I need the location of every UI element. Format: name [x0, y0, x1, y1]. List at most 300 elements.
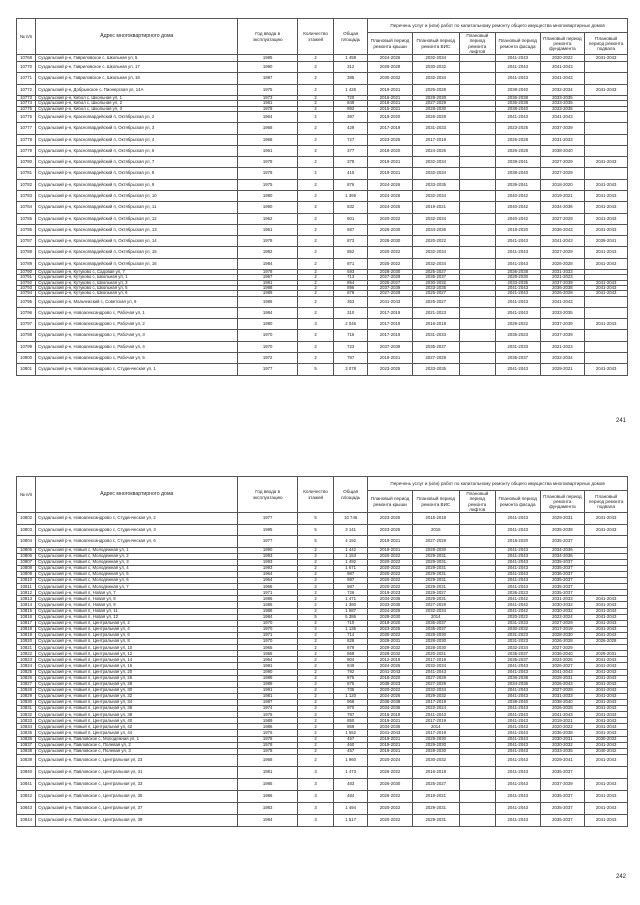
- cell-foundation: 2036-2038: [540, 285, 585, 290]
- cell-floors: 3: [297, 790, 333, 802]
- cell-roof: 2023-2025: [368, 134, 413, 145]
- cell-basement: 2041-2043: [585, 596, 628, 602]
- cell-floors: 2: [297, 645, 333, 651]
- cell-floors: 2: [297, 681, 333, 687]
- cell-roof: 2019-2021: [368, 84, 413, 95]
- cell-floors: 2: [297, 687, 333, 693]
- cell-area: 1 426: [334, 84, 368, 95]
- cell-floors: 2: [297, 145, 333, 156]
- cell-area: 1 671: [334, 565, 368, 571]
- table-row: [17, 123, 628, 134]
- cell-address: Суздальский р-н, Новоалександрово с, Рабочая ул, 2: [36, 319, 238, 330]
- cell-area: 1 380: [334, 602, 368, 608]
- cell-area: 415: [334, 168, 368, 179]
- header-roof: Плановый период ремонта крыши: [368, 491, 413, 513]
- cell-address: Суздальский р-н, Новый п, Центральная ул, 42: [36, 724, 238, 730]
- cell-address: Суздальский р-н, Новоалександрово с, Студенческая ул, 3: [36, 524, 238, 536]
- cell-lift: [459, 766, 495, 778]
- cell-foundation: 2021-2023: [540, 341, 585, 352]
- cell-address: Суздальский р-н, Новый п, Центральная ул, 36: [36, 706, 238, 712]
- cell-area: 587: [334, 224, 368, 235]
- cell-basement: 2030-2033: [585, 736, 628, 742]
- cell-num: 10774: [17, 101, 36, 106]
- cell-facade: 2030-2032: [495, 626, 540, 632]
- cell-basement: 2041-2043: [585, 632, 628, 638]
- cell-year: 1961: [238, 145, 298, 156]
- cell-floors: 2: [297, 285, 333, 290]
- header-roof: Плановый период ремонта крыши: [368, 33, 413, 55]
- cell-basement: 2041-2043: [585, 712, 628, 718]
- cell-num: 10834: [17, 724, 36, 730]
- cell-roof: 2017-2019: [368, 319, 413, 330]
- cell-floors: 2: [297, 632, 333, 638]
- table-row: [17, 307, 628, 318]
- cell-year: 1986: [238, 596, 298, 602]
- cell-num: 10801: [17, 364, 36, 375]
- cell-foundation: 2038-2040: [540, 145, 585, 156]
- cell-basement: [585, 296, 628, 307]
- cell-vis: 2028-2030: [412, 645, 459, 651]
- cell-roof: 2025-2027: [368, 280, 413, 285]
- cell-year: 1989: [238, 718, 298, 724]
- header-vis: Плановый период ремонта ВИС: [412, 33, 459, 55]
- cell-year: 1968: [238, 754, 298, 766]
- header-foundation: Плановый период ремонта фундамента: [540, 33, 585, 55]
- cell-year: 1970: [238, 626, 298, 632]
- cell-num: 10793: [17, 285, 36, 290]
- cell-floors: 2: [297, 106, 333, 111]
- cell-year: 1983: [238, 802, 298, 814]
- cell-address: Суздальский р-н, Новый п, Центральная ул, 44: [36, 730, 238, 736]
- cell-roof: 2024-2026: [368, 693, 413, 699]
- cell-address: Суздальский р-н, Красногвардейский п, Октябрьская ул, 12: [36, 213, 238, 224]
- cell-foundation: 2027-2029: [540, 645, 585, 651]
- cell-floors: 3: [297, 319, 333, 330]
- cell-area: 460: [334, 742, 368, 748]
- cell-floors: 2: [297, 270, 333, 275]
- cell-vis: 2017-2019: [412, 718, 459, 724]
- cell-facade: 2041-2043: [495, 307, 540, 318]
- cell-floors: 3: [297, 778, 333, 790]
- cell-facade: 2031-2023: [495, 632, 540, 638]
- cell-facade: 2036-2038: [495, 270, 540, 275]
- cell-area: 852: [334, 247, 368, 258]
- cell-facade: 2018-2020: [495, 224, 540, 235]
- cell-roof: 2016-2019: [368, 712, 413, 718]
- cell-num: 10818: [17, 626, 36, 632]
- cell-roof: 2028-2030: [368, 236, 413, 247]
- cell-lift: [459, 319, 495, 330]
- cell-floors: 5: [297, 614, 333, 620]
- cell-foundation: 2027-2029: [540, 247, 585, 258]
- cell-foundation: 2041-2043: [540, 296, 585, 307]
- table-page-241: [16, 18, 628, 376]
- cell-year: 1984: [238, 307, 298, 318]
- cell-basement: 2041-2043: [585, 620, 628, 626]
- cell-roof: 2020-2022: [368, 584, 413, 590]
- cell-address: Суздальский р-н, Новый п, Центральная ул, 20: [36, 669, 238, 675]
- cell-floors: 2: [297, 213, 333, 224]
- cell-foundation: 2037-2039: [540, 778, 585, 790]
- cell-lift: [459, 145, 495, 156]
- cell-num: 10823: [17, 657, 36, 663]
- cell-num: 10802: [17, 513, 36, 525]
- cell-area: 457: [334, 748, 368, 754]
- cell-basement: 2041-2043: [585, 84, 628, 95]
- cell-lift: [459, 62, 495, 73]
- cell-area: 710: [334, 620, 368, 626]
- cell-area: 726: [334, 590, 368, 596]
- cell-roof: 2027-2029: [368, 275, 413, 280]
- cell-lift: [459, 157, 495, 168]
- cell-vis: 2041-2043: [412, 669, 459, 675]
- cell-roof: 2029-2031: [368, 639, 413, 645]
- cell-facade: 2018-2020: [495, 536, 540, 548]
- cell-floors: 2: [297, 62, 333, 73]
- cell-year: 1984: [238, 614, 298, 620]
- cell-basement: [585, 536, 628, 548]
- cell-vis: 2031-2033: [412, 330, 459, 341]
- cell-floors: 5: [297, 364, 333, 375]
- cell-floors: 2: [297, 291, 333, 296]
- cell-area: 868: [334, 651, 368, 657]
- cell-area: 377: [334, 145, 368, 156]
- cell-floors: 2: [297, 578, 333, 584]
- header-works-group: Перечень услуг и (или) работ по капитальному ремонту общего имущества многоквартирных домов: [368, 19, 628, 33]
- cell-vis: 2028-2030: [412, 639, 459, 645]
- cell-basement: 2041-2043: [585, 602, 628, 608]
- cell-num: 10822: [17, 651, 36, 657]
- cell-facade: 2028-2030: [495, 275, 540, 280]
- cell-year: 1990: [238, 62, 298, 73]
- cell-year: 1971: [238, 590, 298, 596]
- cell-address: Суздальский р-н, Кутуково с, Садовая ул, 7: [36, 270, 238, 275]
- cell-vis: 2028-2030: [412, 632, 459, 638]
- cell-area: 483: [334, 778, 368, 790]
- cell-address: Суздальский р-н, Новоалександрово с, Студенческая ул, 6: [36, 536, 238, 548]
- cell-address: Суздальский р-н, Гавриловское с, Школьная ул, 18: [36, 73, 238, 84]
- cell-lift: [459, 111, 495, 122]
- cell-area: 5 386: [334, 614, 368, 620]
- cell-num: 10842: [17, 790, 36, 802]
- cell-facade: 2038-2040: [495, 168, 540, 179]
- table-row: [17, 157, 628, 168]
- cell-foundation: 2041-2043: [540, 236, 585, 247]
- cell-vis: 2016-2018: [412, 319, 459, 330]
- cell-vis: 2035-2037: [412, 626, 459, 632]
- cell-area: 1 492: [334, 559, 368, 565]
- table-row: [17, 213, 628, 224]
- cell-facade: 2041-2042: [495, 602, 540, 608]
- header-num: № п/п: [17, 477, 36, 513]
- cell-vis: 2029-2030: [412, 742, 459, 748]
- cell-lift: [459, 258, 495, 269]
- cell-facade: 2041-2043: [495, 296, 540, 307]
- cell-year: 1977: [238, 536, 298, 548]
- cell-facade: 2020-2022: [495, 614, 540, 620]
- cell-floors: 2: [297, 626, 333, 632]
- cell-num: 10800: [17, 353, 36, 364]
- cell-roof: 2026-2022: [368, 790, 413, 802]
- cell-vis: 2027-2029: [412, 353, 459, 364]
- cell-vis: 2034-2036: [412, 224, 459, 235]
- cell-lift: [459, 536, 495, 548]
- cell-facade: 2036-2038: [495, 96, 540, 101]
- cell-foundation: 2037-2039: [540, 123, 585, 134]
- cell-year: 1990: [238, 547, 298, 553]
- cell-address: Суздальский р-н, Павловское с, Молодежная ул, 1: [36, 736, 238, 742]
- cell-roof: 2027-2029: [368, 291, 413, 296]
- cell-vis: 2032-2034: [412, 608, 459, 614]
- cell-roof: 2020-2022: [368, 572, 413, 578]
- cell-num: 10809: [17, 572, 36, 578]
- cell-address: Суздальский р-н, Новый с, Молодежная ул, 1: [36, 547, 238, 553]
- cell-lift: [459, 814, 495, 826]
- cell-num: 10776: [17, 111, 36, 122]
- cell-basement: 2041-2043: [585, 179, 628, 190]
- cell-basement: 2041-2043: [585, 513, 628, 525]
- cell-area: 1 473: [334, 766, 368, 778]
- cell-year: 1990: [238, 669, 298, 675]
- cell-area: 968: [334, 699, 368, 705]
- cell-floors: 2: [297, 657, 333, 663]
- header-num: № п/п: [17, 19, 36, 55]
- cell-roof: 2024-2026: [368, 202, 413, 213]
- table-page-242: [16, 476, 628, 827]
- cell-basement: 2026-2028: [585, 639, 628, 645]
- cell-year: 1982: [238, 247, 298, 258]
- cell-foundation: 2024-2026: [540, 657, 585, 663]
- cell-roof: 2012-2019: [368, 657, 413, 663]
- cell-num: 10808: [17, 565, 36, 571]
- cell-floors: 2: [297, 134, 333, 145]
- cell-roof: 2015-2021: [368, 106, 413, 111]
- cell-basement: [585, 330, 628, 341]
- cell-vis: 2029-2031: [412, 578, 459, 584]
- cell-lift: [459, 341, 495, 352]
- cell-year: 1967: [238, 275, 298, 280]
- cell-vis: 2028-2030: [412, 748, 459, 754]
- cell-num: 10832: [17, 712, 36, 718]
- cell-facade: 2040-2042: [495, 213, 540, 224]
- cell-num: 10796: [17, 307, 36, 318]
- cell-vis: 2020-2021: [412, 651, 459, 657]
- cell-num: 10770: [17, 62, 36, 73]
- cell-roof: 2018-2020: [368, 675, 413, 681]
- cell-num: 10798: [17, 330, 36, 341]
- cell-floors: 3: [297, 766, 333, 778]
- cell-year: 1987: [238, 73, 298, 84]
- cell-num: 10844: [17, 814, 36, 826]
- cell-vis: 2025-2027: [412, 778, 459, 790]
- cell-area: 1 135: [334, 626, 368, 632]
- header-year: Год ввода в эксплуатацию: [238, 477, 298, 513]
- cell-address: Суздальский р-н, Новый п, Центральная ул, 8: [36, 639, 238, 645]
- cell-address: Суздальский р-н, Новый п, Центральная ул, 40: [36, 718, 238, 724]
- cell-floors: 5: [297, 536, 333, 548]
- table-row: [17, 84, 628, 95]
- table-row: [17, 513, 628, 525]
- cell-num: 10820: [17, 639, 36, 645]
- cell-floors: 2: [297, 663, 333, 669]
- cell-vis: 2027-2029: [412, 536, 459, 548]
- cell-vis: 2017-2019: [412, 730, 459, 736]
- cell-area: 987: [334, 572, 368, 578]
- cell-roof: 2020-2022: [368, 802, 413, 814]
- cell-num: 10841: [17, 778, 36, 790]
- cell-foundation: 2027-2029: [540, 157, 585, 168]
- cell-floors: 2: [297, 111, 333, 122]
- cell-vis: 2029-2031: [412, 584, 459, 590]
- cell-year: 1972: [238, 353, 298, 364]
- cell-year: 1975: [238, 179, 298, 190]
- cell-area: 1 494: [334, 802, 368, 814]
- cell-facade: 2035-2037: [495, 651, 540, 657]
- cell-roof: 2018-2020: [368, 111, 413, 122]
- cell-foundation: 2031-2033: [540, 693, 585, 699]
- cell-area: 875: [334, 681, 368, 687]
- cell-lift: [459, 778, 495, 790]
- cell-roof: 2024-2026: [368, 179, 413, 190]
- cell-vis: 2032-2034: [412, 55, 459, 62]
- cell-floors: 2: [297, 724, 333, 730]
- cell-facade: 2041-2043: [495, 693, 540, 699]
- header-address: Адрес многоквартирного дома: [36, 19, 238, 55]
- cell-address: Суздальский р-н, Новоалександрово с, Студенческая ул, 2: [36, 513, 238, 525]
- cell-vis: 2032-2034: [412, 663, 459, 669]
- cell-year: 1985: [238, 55, 298, 62]
- cell-foundation: 2027-2028: [540, 687, 585, 693]
- cell-area: 832: [334, 202, 368, 213]
- cell-basement: 2041-2043: [585, 291, 628, 296]
- cell-vis: 2017-2019: [412, 657, 459, 663]
- cell-floors: 2: [297, 157, 333, 168]
- cell-lift: [459, 790, 495, 802]
- cell-area: 716: [334, 330, 368, 341]
- cell-year: 1978: [238, 742, 298, 748]
- cell-vis: 2030-2032: [412, 62, 459, 73]
- cell-year: 1987: [238, 699, 298, 705]
- cell-basement: [585, 62, 628, 73]
- cell-basement: 2041-2043: [585, 524, 628, 536]
- cell-floors: 2: [297, 693, 333, 699]
- cell-address: Суздальский р-н, Гавриловское с, Школьная ул, 5: [36, 55, 238, 62]
- cell-roof: 2037-2039: [368, 341, 413, 352]
- cell-area: 801: [334, 213, 368, 224]
- table-body: [17, 513, 628, 827]
- cell-foundation: 2019-2021: [540, 190, 585, 201]
- cell-basement: 2041-2043: [585, 693, 628, 699]
- repair-schedule-table: [16, 18, 628, 376]
- cell-roof: 2036-2038: [368, 699, 413, 705]
- cell-num: 10824: [17, 663, 36, 669]
- cell-vis: 2027-2029: [412, 681, 459, 687]
- cell-vis: 2033-2035: [412, 285, 459, 290]
- cell-address: Суздальский р-н, Новый п, Центральная ул, 2: [36, 620, 238, 626]
- cell-foundation: 2034-2036: [540, 547, 585, 553]
- cell-facade: 2038-2040: [495, 699, 540, 705]
- table-row: [17, 330, 628, 341]
- table-row: [17, 766, 628, 778]
- repair-schedule-table: [16, 476, 628, 827]
- cell-num: 10768: [17, 55, 36, 62]
- cell-vis: 2035-2037: [412, 620, 459, 626]
- cell-roof: 2026-2022: [368, 766, 413, 778]
- cell-foundation: 2017-2019: [540, 626, 585, 632]
- cell-num: 10788: [17, 247, 36, 258]
- cell-roof: 2018-2020: [368, 145, 413, 156]
- cell-vis: 2029-2027: [412, 590, 459, 596]
- cell-vis: 2032-2034: [412, 258, 459, 269]
- cell-address: Суздальский р-н, Павловское с, Полевая ул, 3: [36, 748, 238, 754]
- cell-area: 1 552: [334, 730, 368, 736]
- cell-foundation: 2037-2039: [540, 330, 585, 341]
- cell-area: 378: [334, 157, 368, 168]
- cell-floors: 2: [297, 275, 333, 280]
- cell-year: 1976: [238, 730, 298, 736]
- cell-year: 1986: [238, 790, 298, 802]
- cell-area: 854: [334, 280, 368, 285]
- cell-roof: 2023-2025: [368, 524, 413, 536]
- cell-floors: 2: [297, 602, 333, 608]
- cell-address: Суздальский р-н, Новый с, Молодежная ул, 6: [36, 578, 238, 584]
- cell-foundation: 2030-2032: [540, 602, 585, 608]
- cell-area: 849: [334, 663, 368, 669]
- cell-roof: 2017-2019: [368, 307, 413, 318]
- cell-facade: 2041-2043: [495, 111, 540, 122]
- cell-basement: [585, 168, 628, 179]
- cell-address: Суздальский р-н, Новый п, Центральная ул, 26: [36, 675, 238, 681]
- cell-address: Суздальский р-н, Новый с, Молодежная ул, 4: [36, 565, 238, 571]
- cell-foundation: 2029-2041: [540, 754, 585, 766]
- cell-basement: 2041-2043: [585, 730, 628, 736]
- cell-basement: 2041-2043: [585, 802, 628, 814]
- cell-address: Суздальский р-н, Красногвардейский п, Октябрьская ул, 4: [36, 134, 238, 145]
- table-row: [17, 73, 628, 84]
- cell-basement: 2041-2043: [585, 258, 628, 269]
- cell-basement: 2041-2043: [585, 157, 628, 168]
- cell-facade: 2041-2043: [495, 73, 540, 84]
- cell-year: 1977: [238, 364, 298, 375]
- cell-floors: 3: [297, 814, 333, 826]
- cell-vis: 2016-2018: [412, 766, 459, 778]
- cell-lift: [459, 513, 495, 525]
- cell-vis: 2035-2037: [412, 341, 459, 352]
- cell-address: Суздальский р-н, Красногвардейский п, Октябрьская ул, 11: [36, 202, 238, 213]
- header-year: Год ввода в эксплуатацию: [238, 19, 298, 55]
- cell-year: 1990: [238, 202, 298, 213]
- cell-facade: 2035-2037: [495, 353, 540, 364]
- cell-foundation: 2035-2037: [540, 802, 585, 814]
- cell-roof: 2030-2022: [368, 632, 413, 638]
- cell-address: Суздальский р-н, Новый с, Молодежная ул, 5: [36, 572, 238, 578]
- cell-address: Суздальский р-н, Новый п, Центральная ул, 38: [36, 712, 238, 718]
- cell-address: Суздальский р-н, Павловское с, Центральная ул, 23: [36, 754, 238, 766]
- cell-basement: 2041-2043: [585, 754, 628, 766]
- cell-basement: 2041-2043: [585, 718, 628, 724]
- cell-area: 879: [334, 645, 368, 651]
- cell-lift: [459, 55, 495, 62]
- cell-facade: 2041-2043: [495, 258, 540, 269]
- cell-area: 385: [334, 73, 368, 84]
- cell-vis: 2028-2030: [412, 547, 459, 553]
- cell-lift: [459, 296, 495, 307]
- cell-basement: [585, 341, 628, 352]
- cell-num: 10792: [17, 280, 36, 285]
- cell-foundation: 2033-2035: [540, 307, 585, 318]
- table-body: [17, 55, 628, 376]
- table-row: [17, 55, 628, 62]
